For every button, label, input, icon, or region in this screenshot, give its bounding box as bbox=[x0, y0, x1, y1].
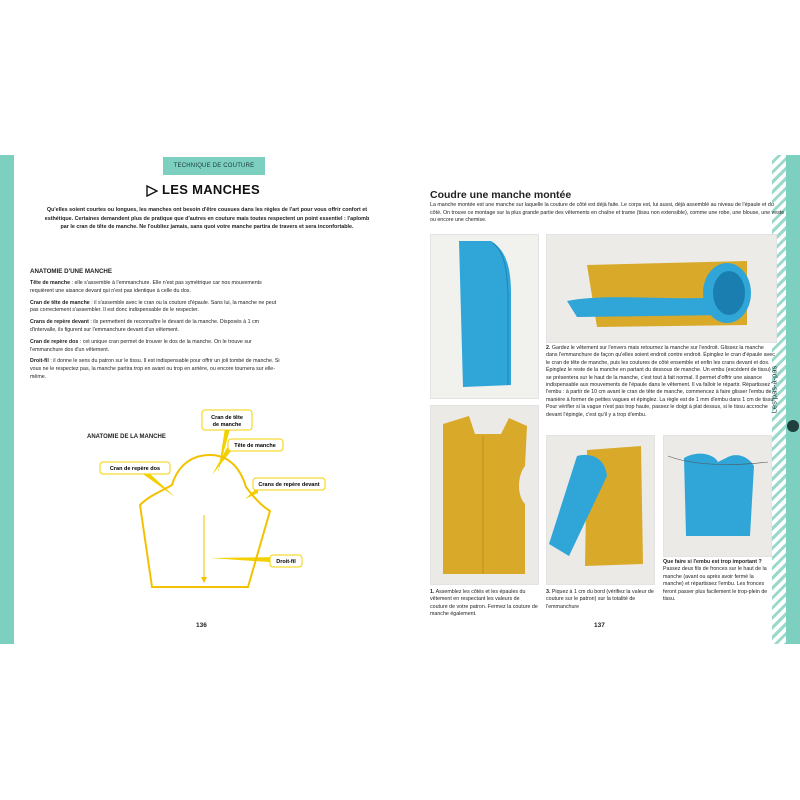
label-cran-tete: Cran de tête bbox=[211, 415, 243, 421]
definition-item: Cran de tête de manche : il s'assemble avec le cran ou la couture d'épaule. Sans lui, la manche ne peut pas correctement s'assembler. Il est donc indispensable de le respecter. bbox=[30, 299, 277, 314]
sleeve-diagram bbox=[70, 395, 370, 605]
section-heading: Coudre une manche montée bbox=[430, 189, 572, 201]
left-color-bar bbox=[0, 155, 14, 644]
label-cran-tete-2: de manche bbox=[212, 422, 242, 428]
definition-item: Droit-fil : il donne le sens du patron sur le tissu. Il est indispensable pour offrir un joli tombé de manche. Si vous ne le respectez pas, la manche partira trop en avant ou trop en arrière, ou encore tournera sur elle-même. bbox=[30, 358, 280, 380]
title-block bbox=[146, 182, 306, 202]
definitions-list bbox=[30, 280, 280, 386]
caption-step-3: 3. Piquez à 1 cm du bord (vérifiez la valeur de couture sur le patron) sur la totalité de l'emmanchure bbox=[546, 589, 654, 610]
label-tete: Tête de manche bbox=[234, 443, 276, 449]
side-tab-dot bbox=[787, 420, 799, 432]
sleeve-outline bbox=[140, 455, 270, 587]
page-number-right: 137 bbox=[594, 622, 605, 629]
definition-item: Crans de repère devant : ils permettent de reconnaître le devant de la manche. Disposés à 1 cm d'intervalle, ils figurent sur l'emmanchure devant d'un vêtement. bbox=[30, 319, 260, 333]
intro-text: Qu'elles soient courtes ou longues, les manches ont besoin d'être cousues dans les règles de l'art pour vous offrir confort et esthétique. Certaines demandent plus de pratique que d'autres en couture mais toutes respectent un point essentiel : l'aplomb par le cran de tête de manche. Ne l'oubliez jamais, sans quoi votre manche partira de travers et sera inconfortable. bbox=[44, 207, 370, 231]
definition-item: Cran de repère dos : cet unique cran permet de trouver le dos de la manche. On le trouve sur l'emmanchure dos d'un vêtement. bbox=[30, 338, 252, 353]
photo-blue-garment bbox=[663, 435, 772, 557]
definition-item: Tête de manche : elle s'assemble à l'emmanchure. Elle n'est pas symétrique car nos mouvements requièrent une aisance devant qui n'est pas identique à celle du dos. bbox=[30, 280, 262, 294]
photo-garment-pinned bbox=[546, 234, 777, 343]
page-title: LES MANCHES bbox=[162, 182, 260, 197]
page-number-left: 136 bbox=[196, 622, 207, 629]
grain-arrow bbox=[201, 577, 207, 583]
tip-text: Passez deux fils de fronces sur le haut de la manche (avant ou après avoir fermé la manche) et répartissez l'embu. Les fronces feront passer plus facilement le trop-plein de tissu. bbox=[663, 566, 768, 603]
photo-mustard-bodice bbox=[430, 405, 539, 585]
caption-step-2: 2. Gardez le vêtement sur l'envers mais retournez la manche sur l'endroit. Glissez la manche dans l'emmanchure de façon qu'elles soient endroit contre endroit. Épinglez le cran d'épaule avec le cran de tête de manche, puis les coutures de côté ensemble et enfin les crans devant et dos. Épinglez le reste de la manche en partant du dessous de manche. Un embu (excédent de tissu) se présentera sur le haut de la manche, c'est tout à fait normal. Il permet d'offrir une aisance indispensable aux mouvements de l'épaule dans le vêtement. Il va falloir le répartir. Répartissez l'embu : à partir de 10 cm avant le cran de tête de manche, commencez à faire glisser l'embu de manière à former de petites vagues et épinglez. La règle est de 1 mm d'embu dans 1 cm de tissu. Pour vérifier si la vague n'est pas trop haute, passez le doigt à plat dessus, si le tissu accroche devant l'épingle, c'est qu'il y a trop d'embu. bbox=[546, 345, 775, 418]
play-triangle-icon bbox=[146, 185, 158, 197]
photo-bodice-sleeve bbox=[546, 435, 655, 585]
side-tab-label: Les pas-à-pas bbox=[769, 365, 779, 414]
right-color-bar bbox=[786, 155, 800, 644]
anatomy-heading: ANATOMIE D'UNE MANCHE bbox=[30, 268, 113, 275]
tip-box bbox=[663, 559, 775, 603]
section-tag: TECHNIQUE DE COUTURE bbox=[163, 157, 265, 175]
photo-blue-sleeve bbox=[430, 234, 539, 399]
diagram-title: ANATOMIE DE LA MANCHE bbox=[87, 434, 166, 440]
section-intro: La manche montée est une manche sur laquelle la couture de côté est déjà faite. Le corps est, lui aussi, déjà assemblé au niveau de l'épaule et du côté. On trouve ce montage sur la plus grande partie des vêtements en chaîne et trame (tissu non extensible), comme une robe, une blouse, une veste ou encore une chemise. bbox=[430, 202, 785, 224]
label-repere-devant: Crans de repère devant bbox=[258, 482, 320, 488]
label-repere-dos: Cran de repère dos bbox=[109, 466, 161, 472]
caption-step-1: 1. Assemblez les côtés et les épaules du vêtement en respectant les valeurs de couture de votre patron. Fermez la couture de manche également. bbox=[430, 589, 538, 618]
label-droit-fil: Droit-fil bbox=[276, 559, 296, 565]
tip-title: Que faire si l'embu est trop important ? bbox=[663, 559, 762, 565]
